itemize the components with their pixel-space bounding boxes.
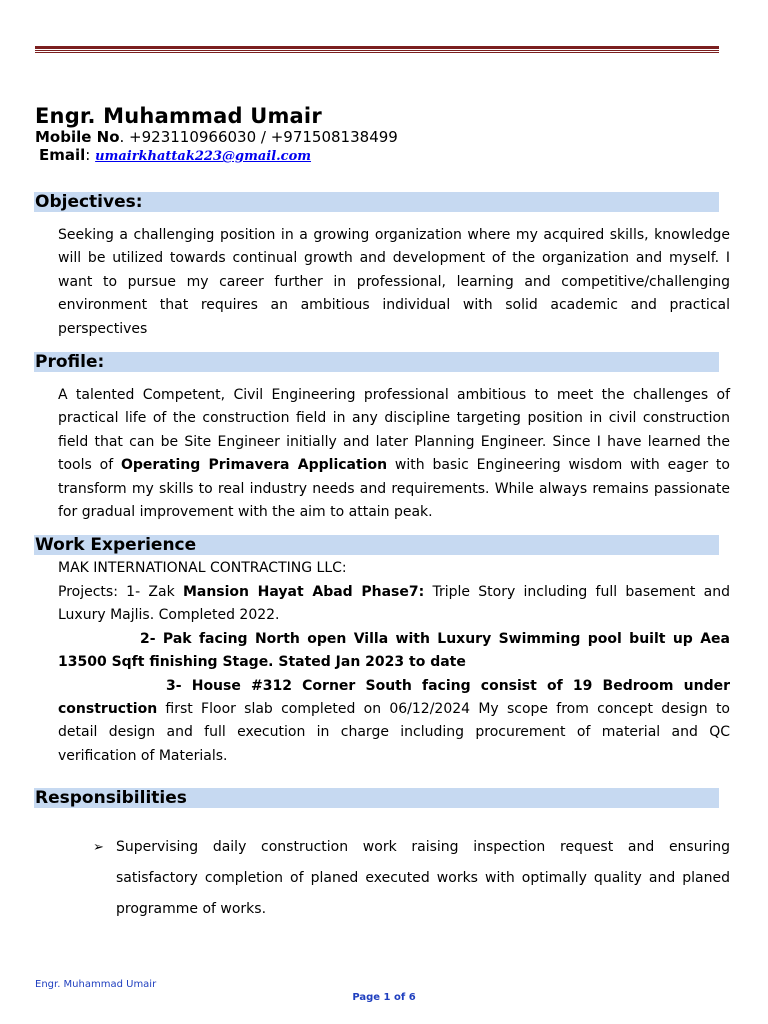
email-label: Email [39, 146, 86, 164]
project-3-rest: first Floor slab completed on 06/12/2024 My scope from concept design to [157, 701, 730, 717]
email-link[interactable]: umairkhattak223@gmail.com [95, 149, 312, 164]
profile-text-bold: Operating Primavera Application [121, 457, 388, 474]
mobile-value: . +923110966030 / +971508138499 [119, 128, 398, 146]
email-line [39, 146, 311, 164]
work-experience-heading: Work Experience [34, 535, 719, 555]
header-rule [35, 46, 719, 53]
profile-text [58, 384, 730, 524]
project-3-line-4: verification of Materials. [58, 748, 228, 764]
profile-heading: Profile: [34, 352, 719, 372]
objectives-heading: Objectives: [34, 192, 719, 212]
project-1-rest: Triple Story including full basement and [424, 584, 730, 600]
project-3-line-2 [58, 698, 730, 721]
arrow-bullet-icon: ➢ [93, 840, 104, 855]
candidate-name: Engr. Muhammad Umair [35, 104, 322, 128]
project-2-line-2: 13500 Sqft finishing Stage. Stated Jan 2023 to date [58, 654, 466, 670]
profile-text-before: A talented Competent, Civil Engineering professional ambitious to meet the challenges of practical life of the construction field in any discipline targeting position in civil construction field that can be Site Engineer initially and later Planning Engineer. Since I have learned the tools of [58, 387, 730, 474]
objectives-text: Seeking a challenging position in a growing organization where my acquired skills, knowledge will be utilized towards continual growth and development of the organization and myself. I want to pursue my career further in professional, learning and competitive/challenging environment that requires an ambitious individual with solid academic and practical perspectives [58, 227, 730, 337]
page-number: Page 1 of 6 [352, 992, 416, 1003]
responsibility-text: Supervising daily construction work raising inspection request and ensuring satisfactory completion of planed executed works with optimally quality and planed programme of works. [116, 839, 730, 917]
mobile-label: Mobile No [35, 128, 120, 146]
project-1-title: Mansion Hayat Abad Phase7: [182, 584, 425, 600]
footer-name: Engr. Muhammad Umair [35, 979, 157, 990]
responsibility-list-item [93, 832, 730, 925]
project-2-line-1: 2- Pak facing North open Villa with Luxury Swimming pool built up Aea [140, 631, 730, 647]
project-3-bold: construction [58, 701, 158, 717]
project-1-line-1 [58, 581, 730, 604]
project-3-line-3: detail design and full execution in charge including procurement of material and QC [58, 724, 730, 740]
project-1-line-2: Luxury Majlis. Completed 2022. [58, 607, 280, 623]
email-separator: : [85, 146, 96, 164]
company-name: MAK INTERNATIONAL CONTRACTING LLC: [58, 560, 347, 576]
responsibilities-heading: Responsibilities [34, 788, 719, 808]
mobile-line [35, 128, 398, 146]
project-3-line-1: 3- House #312 Corner South facing consist of 19 Bedroom under [166, 678, 730, 694]
project-1-prefix: Projects: 1- Zak [58, 584, 183, 600]
profile-text-after: with basic Engineering wisdom with eager to transform my skills to real industry needs and requirements. While always remains passionate for gradual improvement with the aim to attain peak. [58, 457, 730, 521]
